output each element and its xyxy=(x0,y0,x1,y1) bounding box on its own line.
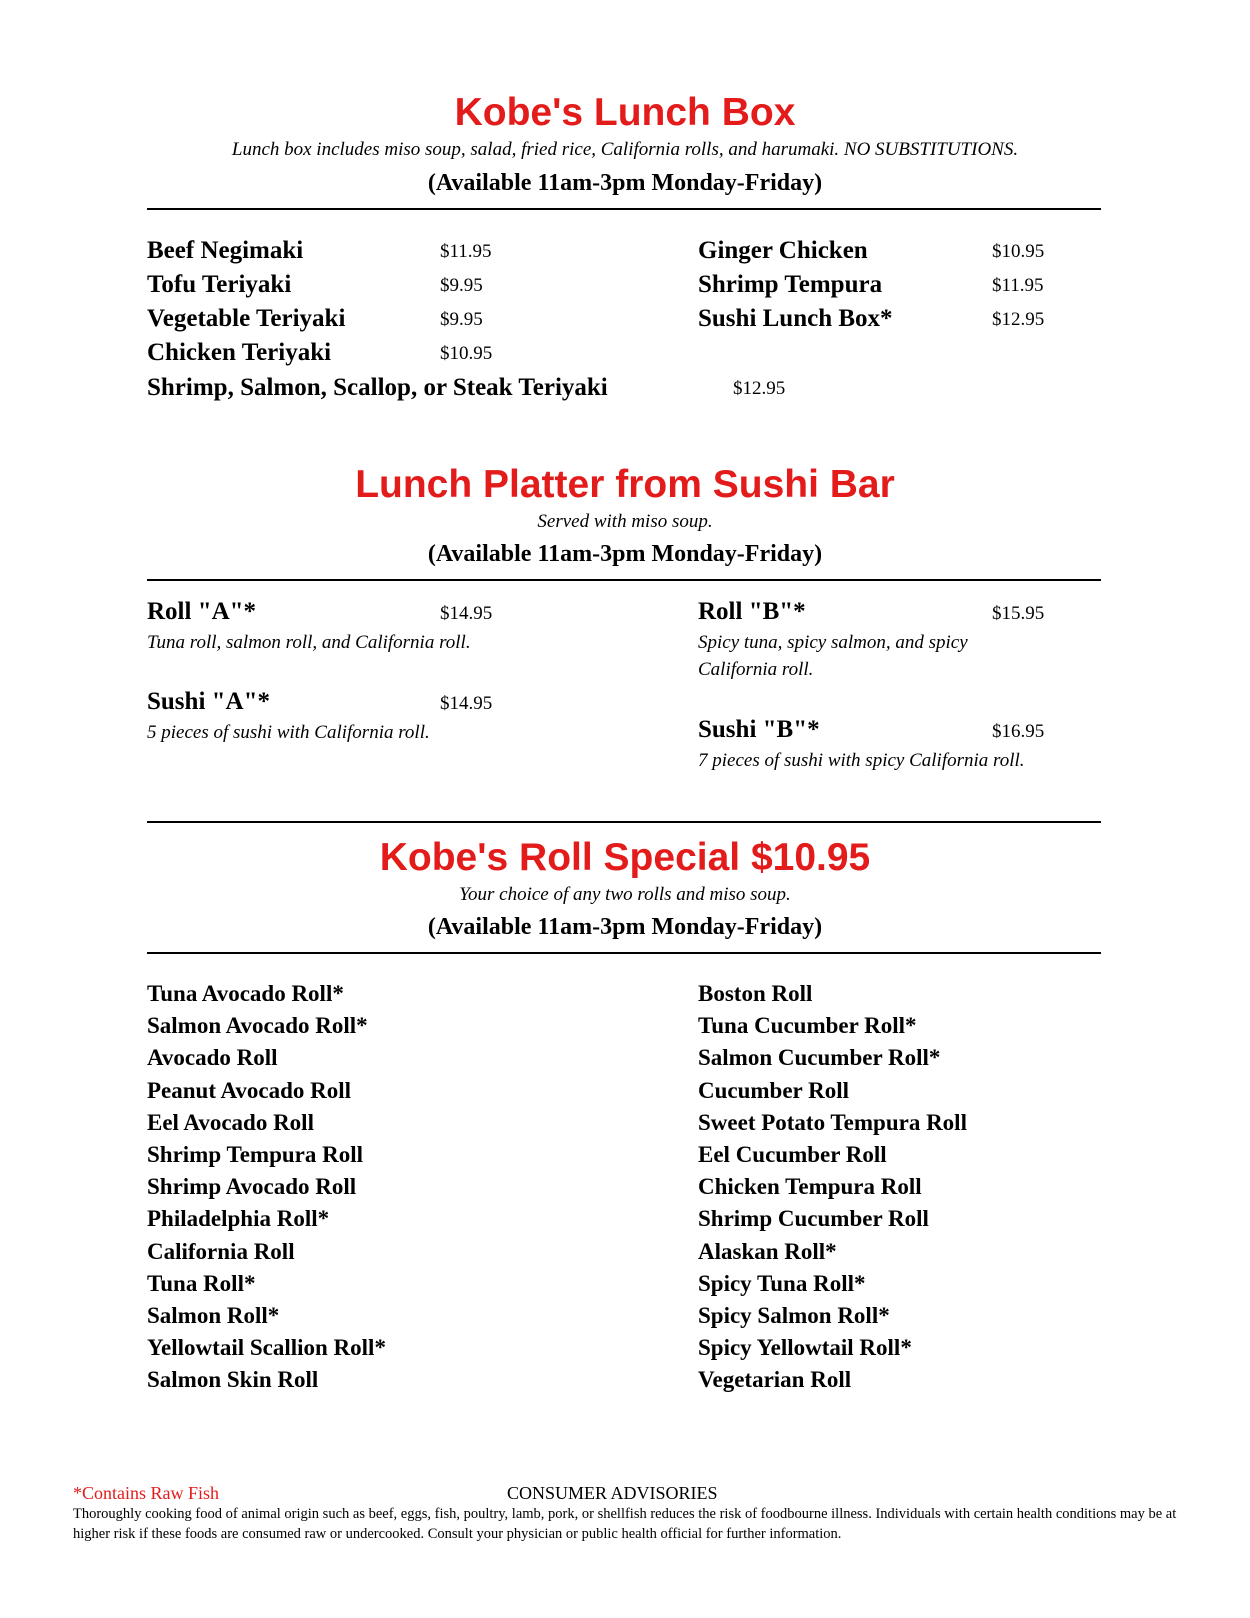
menu-item-name: Shrimp Tempura xyxy=(698,271,883,298)
platter-item-price: $15.95 xyxy=(992,603,1045,624)
platter-item-name: Roll "B"* xyxy=(698,598,806,625)
roll-item: Avocado Roll xyxy=(147,1045,278,1071)
section-divider xyxy=(147,821,1101,823)
lunch-box-divider xyxy=(147,208,1101,210)
platter-divider xyxy=(147,579,1101,581)
menu-item-price: $11.95 xyxy=(440,241,492,262)
menu-item-price: $12.95 xyxy=(992,309,1045,330)
lunch-box-title: Kobe's Lunch Box xyxy=(454,91,796,134)
platter-subtitle: Served with miso soup. xyxy=(537,511,713,532)
menu-item-price: $9.95 xyxy=(440,275,483,296)
roll-special-availability: (Available 11am-3pm Monday-Friday) xyxy=(427,914,823,940)
platter-item-price: $16.95 xyxy=(992,721,1045,742)
menu-item-name: Ginger Chicken xyxy=(698,237,868,264)
platter-item-name: Roll "A"* xyxy=(147,598,257,625)
menu-item-name: Shrimp, Salmon, Scallop, or Steak Teriyaki xyxy=(147,374,608,401)
roll-item: Philadelphia Roll* xyxy=(147,1206,330,1232)
roll-item: Spicy Salmon Roll* xyxy=(698,1302,890,1328)
roll-special-title: Kobe's Roll Special $10.95 xyxy=(379,836,871,879)
roll-item: Shrimp Avocado Roll xyxy=(147,1174,357,1200)
platter-item-description: Tuna roll, salmon roll, and California roll. xyxy=(147,632,471,653)
roll-item: Vegetarian Roll xyxy=(698,1367,852,1393)
roll-item: Spicy Yellowtail Roll* xyxy=(698,1335,912,1361)
platter-title: Lunch Platter from Sushi Bar xyxy=(355,463,895,506)
menu-item-name: Tofu Teriyaki xyxy=(147,271,292,298)
platter-item-name: Sushi "B"* xyxy=(698,716,820,743)
platter-item-name: Sushi "A"* xyxy=(147,688,270,715)
roll-item: Shrimp Cucumber Roll xyxy=(698,1206,929,1232)
roll-list-left xyxy=(147,978,386,1396)
menu-item-price: $11.95 xyxy=(992,275,1044,296)
lunch-box-subtitle: Lunch box includes miso soup, salad, fried rice, California rolls, and harumaki. NO SUBSTITUTIONS. xyxy=(231,139,1019,160)
roll-item: Cucumber Roll xyxy=(698,1077,849,1103)
roll-special-subtitle: Your choice of any two rolls and miso soup. xyxy=(459,884,791,905)
roll-item: Chicken Tempura Roll xyxy=(698,1174,922,1200)
roll-item: Salmon Cucumber Roll* xyxy=(698,1045,941,1071)
roll-item: Peanut Avocado Roll xyxy=(147,1077,352,1103)
roll-item: California Roll xyxy=(147,1238,295,1264)
roll-special-divider xyxy=(147,952,1101,954)
menu-item-name: Sushi Lunch Box* xyxy=(698,305,893,332)
roll-item: Alaskan Roll* xyxy=(698,1238,837,1264)
roll-item: Salmon Skin Roll xyxy=(147,1367,319,1393)
roll-item: Boston Roll xyxy=(698,981,813,1006)
platter-item-description: 7 pieces of sushi with spicy California roll. xyxy=(698,750,1025,771)
menu-item-price: $9.95 xyxy=(440,309,483,330)
platter-item-price: $14.95 xyxy=(440,603,493,624)
roll-item: Tuna Roll* xyxy=(147,1270,256,1296)
roll-item: Salmon Roll* xyxy=(147,1302,280,1328)
roll-item: Yellowtail Scallion Roll* xyxy=(147,1335,386,1361)
roll-item: Tuna Cucumber Roll* xyxy=(698,1013,917,1039)
roll-item: Sweet Potato Tempura Roll xyxy=(698,1109,967,1135)
menu-item-name: Beef Negimaki xyxy=(147,237,304,264)
roll-item: Eel Cucumber Roll xyxy=(698,1141,887,1167)
advisory-text: Thoroughly cooking food of animal origin such as beef, eggs, fish, poultry, lamb, pork, or shellfish reduces the risk of foodbourne illness. Individuals with certain health conditions may be at higher risk if these foods are consumed raw or undercooked. Consult your physician or public health official for further information. xyxy=(73,1506,1177,1542)
platter-item-price: $14.95 xyxy=(440,693,493,714)
platter-availability: (Available 11am-3pm Monday-Friday) xyxy=(427,541,823,567)
roll-item: Salmon Avocado Roll* xyxy=(147,1013,368,1039)
platter-item-description: Spicy tuna, spicy salmon, and spicy California roll. xyxy=(698,632,968,680)
roll-item: Spicy Tuna Roll* xyxy=(698,1270,866,1296)
roll-item: Eel Avocado Roll xyxy=(147,1109,314,1135)
menu-item-name: Vegetable Teriyaki xyxy=(147,305,346,332)
menu-item-price: $10.95 xyxy=(440,343,493,364)
lunch-box-availability: (Available 11am-3pm Monday-Friday) xyxy=(427,170,823,196)
roll-item: Tuna Avocado Roll* xyxy=(147,981,344,1006)
menu-item-price: $10.95 xyxy=(992,241,1045,262)
advisory-heading: CONSUMER ADVISORIES xyxy=(507,1483,718,1503)
raw-fish-note: *Contains Raw Fish xyxy=(73,1483,220,1503)
roll-list-right xyxy=(698,978,967,1396)
platter-item-description: 5 pieces of sushi with California roll. xyxy=(147,722,430,743)
menu-item-name: Chicken Teriyaki xyxy=(147,339,332,366)
menu-item-price: $12.95 xyxy=(733,378,786,399)
roll-item: Shrimp Tempura Roll xyxy=(147,1141,363,1167)
